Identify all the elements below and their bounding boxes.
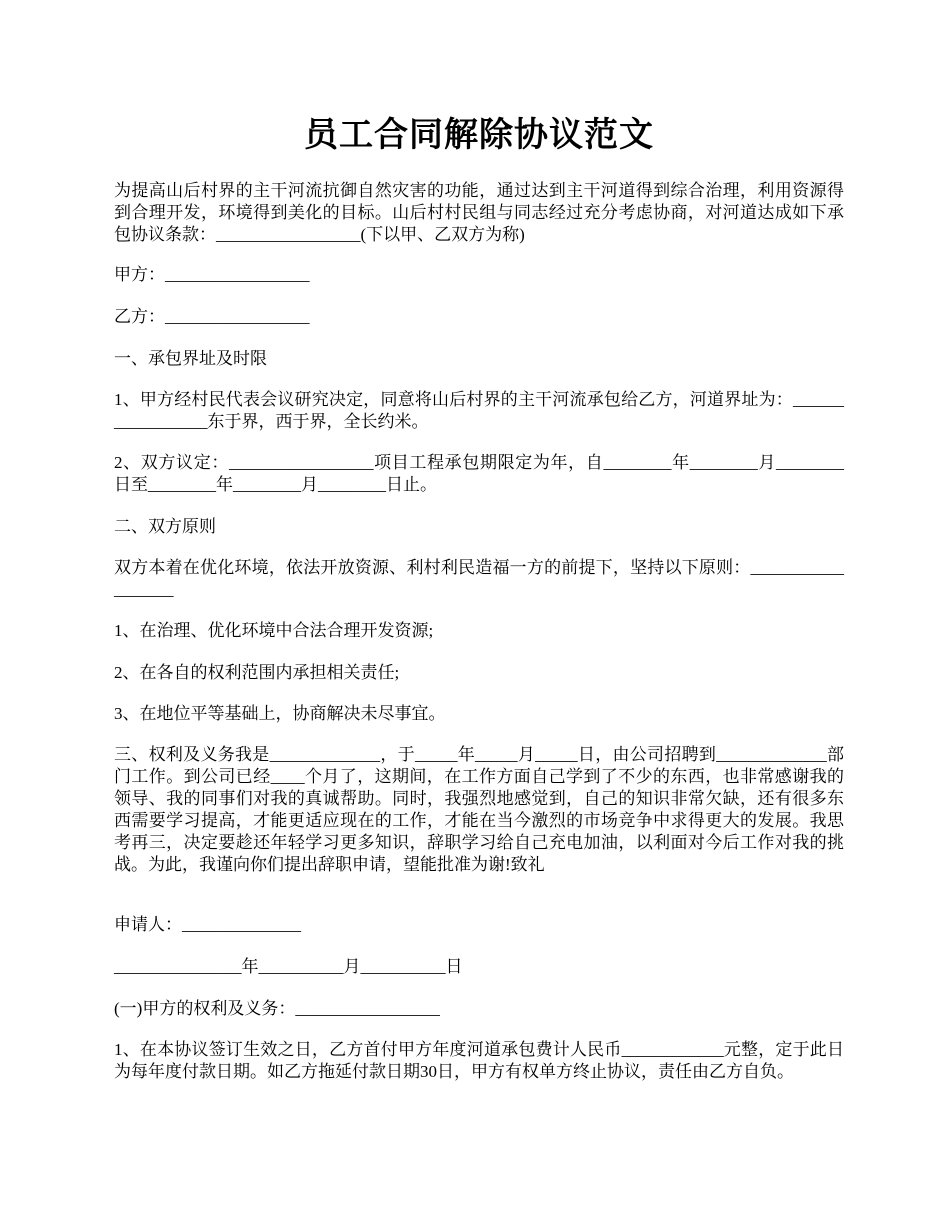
- principle-1: 1、在治理、优化环境中合法合理开发资源;: [114, 621, 434, 640]
- party-a-rights-heading: (一)甲方的权利及义务：_________________: [114, 999, 440, 1018]
- principle-3: 3、在地位平等基础上，协商解决未尽事宜。: [114, 704, 446, 723]
- section-heading-3-body: 三、权利及义务我是_____________，于_____年_____月_____日，由公司招聘到_____________部门工作。到公司已经____个月了，这期间，在工作方面自己学到了不少的东西，也非常感谢我的领导、我的同事们对我的真诚帮助。同时，我强烈地感觉到，自己的知识非常欠缺，还有很多东西需要学习提高，才能更适应现在的工作，才能在当今激烈的市场竞争中求得更大的发展。我思考再三，决定要趁还年轻学习更多知识，辞职学习给自己充电加油，以利面对今后工作对我的挑战。为此，我谨向你们提出辞职申请，望能批准为谢!致礼: [114, 745, 844, 874]
- document-title: 员工合同解除协议范文: [304, 117, 654, 154]
- principles-intro: 双方本着在优化环境，依法开放资源、利村利民造福一方的前提下，坚持以下原则：__________________: [114, 558, 844, 599]
- party-a-rights-clause-1: 1、在本协议签订生效之日，乙方首付甲方年度河道承包费计人民币____________元整，定于此日为每年度付款日期。如乙方拖延付款日期30日，甲方有权单方终止协议，责任由乙方自负。: [114, 1040, 844, 1081]
- party-b-line: 乙方：_________________: [114, 307, 310, 326]
- clause-1-2: 2、双方议定：_________________项目工程承包期限定为年，自________年________月________日至________年________月________日止。: [114, 453, 844, 494]
- clause-1-1: 1、甲方经村民代表会议研究决定，同意将山后村界的主干河流承包给乙方，河道界址为：_________________东于界，西于界，全长约米。: [114, 390, 844, 431]
- section-heading-2: 二、双方原则: [114, 517, 216, 536]
- principle-2: 2、在各自的权利范围内承担相关责任;: [114, 663, 400, 682]
- section-heading-1: 一、承包界址及时限: [114, 349, 267, 368]
- date-line: _______________年__________月__________日: [114, 957, 463, 976]
- applicant-line: 申请人：______________: [114, 915, 301, 934]
- party-a-line: 甲方：_________________: [114, 265, 310, 284]
- intro-paragraph: 为提高山后村界的主干河流抗御自然灾害的功能，通过达到主干河道得到综合治理，利用资源得到合理开发，环境得到美化的目标。山后村村民组与同志经过充分考虑协商，对河道达成如下承包协议条款：_________________(下以甲、乙双方为称): [114, 181, 844, 244]
